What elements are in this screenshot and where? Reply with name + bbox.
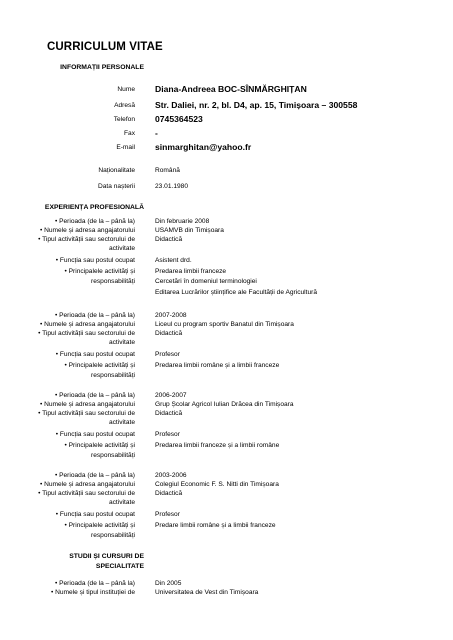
employer-label: • Numele și adresa angajatorului <box>39 227 135 234</box>
studies-heading-cont: SPECIALITATE <box>95 563 144 570</box>
sector-label: • Tipul activității sau sectorului de <box>38 490 135 497</box>
employer-value: USAMVB din Timișoara <box>155 227 224 234</box>
position-value: Asistent drd. <box>155 257 192 264</box>
position-label: • Funcția sau postul ocupat <box>55 431 135 438</box>
birthdate-value: 23.01.1980 <box>155 183 189 190</box>
sector-value: Didactică <box>155 490 183 497</box>
position-value: Profesor <box>155 351 180 358</box>
position-value: Profesor <box>155 511 180 518</box>
studies-heading: STUDII ȘI CURSURI DE <box>69 553 144 560</box>
duties-value: Predarea limbii franceze <box>155 268 227 275</box>
duties-label-cont: responsabilități <box>91 278 135 285</box>
sector-label-cont: activitate <box>108 419 135 426</box>
sector-label: • Tipul activității sau sectorului de <box>38 236 135 243</box>
sector-label-cont: activitate <box>108 499 135 506</box>
employer-value: Liceul cu program sportiv Banatul din Timișoara <box>155 321 294 328</box>
position-value: Profesor <box>155 431 180 438</box>
address-label: Adresă <box>114 102 135 109</box>
email-value[interactable]: sinmarghitan@yahoo.fr <box>155 142 252 152</box>
duties-value: Predarea limbii române și a limbii franceze <box>155 362 280 369</box>
sector-label: • Tipul activității sau sectorului de <box>38 410 135 417</box>
nationality-label: Naționalitate <box>98 167 135 174</box>
period-label: • Perioada (de la – până la) <box>54 392 135 399</box>
sector-value: Didactică <box>155 330 183 337</box>
duties-label-cont: responsabilități <box>91 372 135 379</box>
employer-label: • Numele și adresa angajatorului <box>39 321 135 328</box>
employer-label: • Numele și adresa angajatorului <box>39 481 135 488</box>
duties-value: Predare limbii române și a limbii franceze <box>155 522 276 529</box>
studies-institution-label: • Numele și tipul instituției de <box>50 589 135 596</box>
name-value: Diana-Andreea BOC-SÎNMĂRGHIȚAN <box>155 84 307 94</box>
fax-label: Fax <box>124 130 135 137</box>
sector-label: • Tipul activității sau sectorului de <box>38 330 135 337</box>
period-value: 2007-2008 <box>155 312 187 319</box>
sector-label-cont: activitate <box>108 245 135 252</box>
sector-value: Didactică <box>155 236 183 243</box>
studies-period-value: Din 2005 <box>155 580 182 587</box>
period-label: • Perioada (de la – până la) <box>54 312 135 319</box>
period-value: 2006-2007 <box>155 392 187 399</box>
cv-title: CURRICULUM VITAE <box>47 41 163 53</box>
address-value: Str. Daliei, nr. 2, bl. D4, ap. 15, Timișoara – 300558 <box>155 100 358 110</box>
period-label: • Perioada (de la – până la) <box>54 472 135 479</box>
personal-info-heading: INFORMAȚII PERSONALE <box>60 64 144 71</box>
period-value: 2003-2006 <box>155 472 187 479</box>
duties-label: • Principalele activități și <box>64 268 135 275</box>
duties-value: Editarea Lucrărilor științifice ale Facultății de Agricultură <box>155 289 317 296</box>
nationality-value: Română <box>155 167 180 174</box>
fax-value: - <box>155 128 158 138</box>
duties-label-cont: responsabilități <box>91 532 135 539</box>
sector-value: Didactică <box>155 410 183 417</box>
phone-label: Telefon <box>113 116 135 123</box>
duties-label-cont: responsabilități <box>91 452 135 459</box>
duties-label: • Principalele activități și <box>64 522 135 529</box>
employer-value: Grup Școlar Agricol Iulian Drăcea din Timișoara <box>155 401 294 408</box>
duties-label: • Principalele activități și <box>64 442 135 449</box>
studies-period-label: • Perioada (de la – până la) <box>54 580 135 587</box>
duties-value: Cercetări în domeniul terminologiei <box>155 278 257 285</box>
name-label: Nume <box>117 86 135 93</box>
birthdate-label: Data nașterii <box>97 183 135 190</box>
studies-institution-value: Universitatea de Vest din Timișoara <box>155 589 259 596</box>
email-label: E-mail <box>116 144 135 151</box>
duties-label: • Principalele activități și <box>64 362 135 369</box>
position-label: • Funcția sau postul ocupat <box>55 351 135 358</box>
period-label: • Perioada (de la – până la) <box>54 218 135 225</box>
employer-label: • Numele și adresa angajatorului <box>39 401 135 408</box>
phone-value: 0745364523 <box>155 114 203 124</box>
employer-value: Colegiul Economic F. S. Nitti din Timișoara <box>155 481 279 488</box>
sector-label-cont: activitate <box>108 339 135 346</box>
position-label: • Funcția sau postul ocupat <box>55 511 135 518</box>
duties-value: Predarea limbii franceze și a limbii române <box>155 442 280 449</box>
period-value: Din februarie 2008 <box>155 218 210 225</box>
experience-heading: EXPERIENȚA PROFESIONALĂ <box>44 204 144 211</box>
position-label: • Funcția sau postul ocupat <box>55 257 135 264</box>
